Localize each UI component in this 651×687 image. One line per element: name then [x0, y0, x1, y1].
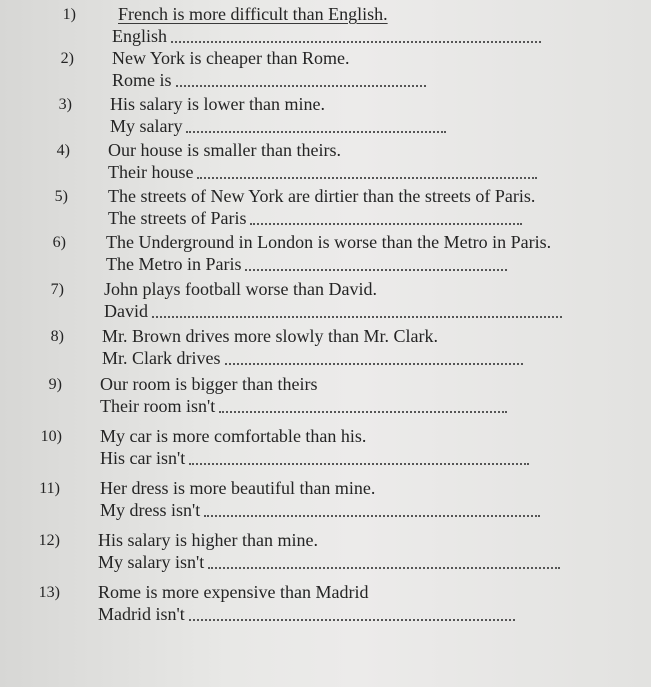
- item-answer-line: [110, 116, 446, 136]
- item-answer-line: [108, 162, 537, 182]
- item-answer-line: [98, 552, 560, 572]
- answer-blank[interactable]: [152, 302, 562, 318]
- answer-blank[interactable]: [245, 255, 507, 271]
- answer-blank[interactable]: [219, 397, 507, 413]
- item-sentence: My car is more comfortable than his.: [100, 426, 367, 446]
- item-number: 6): [52, 234, 66, 251]
- item-sentence: Her dress is more beautiful than mine.: [100, 478, 376, 498]
- item-stem: David: [104, 301, 148, 321]
- item-number: 9): [48, 376, 62, 393]
- item-stem: My dress isn't: [100, 500, 201, 520]
- item-stem: My salary: [110, 116, 183, 136]
- item-number: 10): [40, 428, 62, 445]
- answer-blank[interactable]: [208, 553, 560, 569]
- item-answer-line: [100, 396, 507, 416]
- item-answer-line: [98, 604, 515, 624]
- item-stem: English: [112, 26, 168, 46]
- item-stem: Their room isn't: [100, 396, 216, 416]
- item-sentence: The Underground in London is worse than the Metro in Paris.: [106, 232, 552, 252]
- item-sentence: His salary is higher than mine.: [98, 530, 318, 550]
- answer-blank[interactable]: [186, 117, 446, 133]
- item-sentence: French is more difficult than English.: [118, 4, 388, 24]
- item-number: 8): [50, 328, 64, 345]
- item-answer-line: [100, 448, 529, 468]
- item-sentence: Our room is bigger than theirs: [100, 374, 318, 394]
- item-answer-line: [106, 254, 507, 274]
- item-sentence: The streets of New York are dirtier than the streets of Paris.: [108, 186, 536, 206]
- item-stem: My salary isn't: [98, 552, 205, 572]
- item-sentence: Rome is more expensive than Madrid: [98, 582, 369, 602]
- answer-blank[interactable]: [189, 605, 515, 621]
- item-answer-line: [112, 70, 426, 90]
- item-answer-line: [102, 348, 523, 368]
- item-number: 5): [54, 188, 68, 205]
- item-sentence: John plays football worse than David.: [104, 279, 377, 299]
- item-number: 4): [56, 142, 70, 159]
- item-number: 7): [50, 281, 64, 298]
- item-number: 2): [60, 50, 74, 67]
- item-number: 12): [38, 532, 60, 549]
- item-answer-line: [100, 500, 540, 520]
- item-stem: His car isn't: [100, 448, 186, 468]
- item-stem: The streets of Paris: [108, 208, 247, 228]
- item-stem: Their house: [108, 162, 194, 182]
- item-number: 13): [38, 584, 60, 601]
- item-stem: Mr. Clark drives: [102, 348, 221, 368]
- answer-blank[interactable]: [197, 163, 537, 179]
- answer-blank[interactable]: [225, 349, 523, 365]
- item-number: 3): [58, 96, 72, 113]
- item-sentence: Mr. Brown drives more slowly than Mr. Clark.: [102, 326, 438, 346]
- answer-blank[interactable]: [204, 501, 540, 517]
- item-stem: Madrid isn't: [98, 604, 185, 624]
- item-number: 1): [62, 6, 76, 23]
- item-sentence: Our house is smaller than theirs.: [108, 140, 341, 160]
- item-answer-line: [108, 208, 522, 228]
- answer-blank[interactable]: [176, 71, 426, 87]
- item-answer-line: [112, 26, 541, 46]
- item-stem: The Metro in Paris: [106, 254, 242, 274]
- answer-blank[interactable]: [189, 449, 529, 465]
- item-sentence: New York is cheaper than Rome.: [112, 48, 350, 68]
- item-answer-line: [104, 301, 562, 321]
- item-stem: Rome is: [112, 70, 172, 90]
- item-sentence: His salary is lower than mine.: [110, 94, 325, 114]
- item-number: 11): [39, 480, 60, 497]
- answer-blank[interactable]: [250, 209, 522, 225]
- answer-blank[interactable]: [171, 27, 541, 43]
